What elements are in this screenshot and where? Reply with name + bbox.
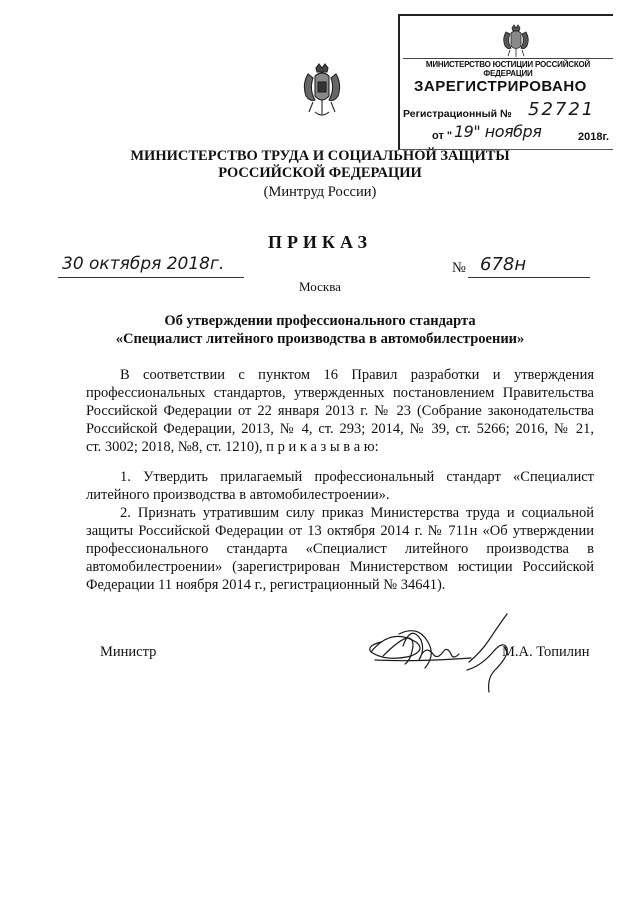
handwritten-signature (363, 612, 513, 697)
item1-line: 1. Утвердить прилагаемый профессиональный стандарт «Специалист (120, 469, 594, 485)
stamp-date-prefix: от " (432, 130, 453, 142)
preamble-line: профессиональных стандартов, утвержденных постановлением Правительства (86, 385, 594, 401)
stamp-date-handwritten: 19" ноября (454, 122, 542, 141)
item2-line: 2. Признать утратившим силу приказ Министерства труда и социальной (120, 505, 594, 521)
date-underline (58, 277, 244, 278)
stamp-status: ЗАРЕГИСТРИРОВАНО (414, 78, 587, 95)
coat-of-arms-icon (299, 62, 345, 122)
signatory-name: М.А. Топилин (502, 644, 590, 660)
preamble-line: В соответствии с пунктом 16 Правил разработки и утверждения (120, 367, 594, 383)
order-city: Москва (299, 279, 341, 294)
item2-line: автомобилестроении» (зарегистрирован Министерством юстиции Российской (86, 559, 594, 575)
item1-line: литейного производства в автомобилестроении». (86, 487, 390, 503)
ministry-name-line1: МИНИСТЕРСТВО ТРУДА И СОЦИАЛЬНОЙ ЗАЩИТЫ (130, 148, 510, 164)
item2-line: защиты Российской Федерации от 13 октября 2014 г. № 711н «Об утверждении (86, 523, 594, 539)
item2-line: профессионального стандарта «Специалист литейного производства в (86, 541, 594, 557)
stamp-ministry-name: МИНИСТЕРСТВО ЮСТИЦИИ РОССИЙСКОЙ ФЕДЕРАЦИИ (403, 58, 613, 78)
stamp-registration-number: 52721 (528, 99, 596, 120)
order-title-line1: Об утверждении профессионального стандарта (164, 313, 476, 329)
preamble-line: Российской Федерации от 22 января 2013 г. № 23 (Собрание законодательства (86, 403, 594, 419)
preamble-line: ст. 3002; 2018, №8, ст. 1210), п р и к а з ы в а ю: (86, 439, 379, 455)
ministry-short-name: (Минтруд России) (263, 184, 377, 200)
ministry-name-line2: РОССИЙСКОЙ ФЕДЕРАЦИИ (218, 165, 422, 181)
preamble-line: Российской Федерации, 2013, № 4, ст. 293; 2014, № 39, ст. 5266; 2016, № 21, (86, 421, 594, 437)
stamp-registration-label: Регистрационный № (403, 108, 512, 120)
order-number-label: № (452, 260, 466, 276)
document-type: ПРИКАЗ (267, 232, 373, 252)
stamp-emblem-icon (501, 24, 531, 58)
order-title-line2: «Специалист литейного производства в автомобилестроении» (115, 331, 525, 347)
stamp-date-year: 2018г. (578, 131, 610, 143)
order-date-handwritten: 30 октября 2018г. (62, 254, 225, 274)
number-underline (468, 277, 590, 278)
order-number-handwritten: 678н (480, 254, 527, 275)
item2-line: Федерации 11 ноября 2014 г., регистрационный № 34641). (86, 577, 446, 593)
signatory-position: Министр (100, 644, 157, 660)
